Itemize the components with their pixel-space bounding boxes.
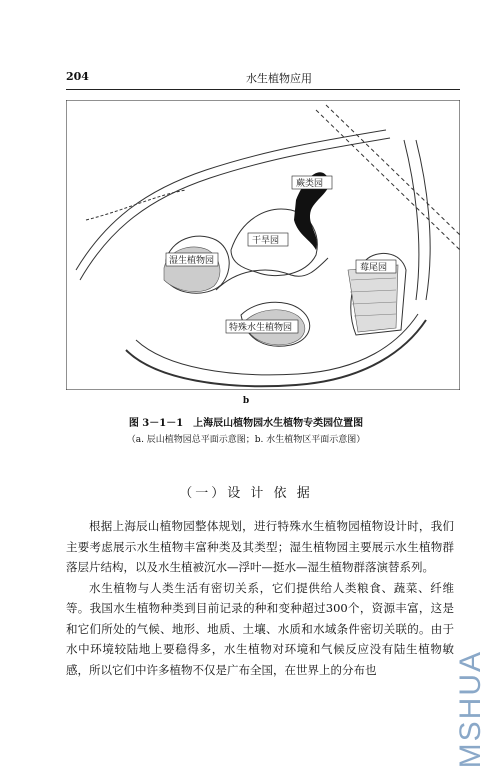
running-title: 水生植物应用 <box>246 72 312 85</box>
site-plan-figure <box>66 100 460 390</box>
page-number: 204 <box>66 70 89 83</box>
map-label-sedge <box>356 260 396 273</box>
figure-caption: 图 3－1－1 上海辰山植物园水生植物专类园位置图 <box>128 418 364 429</box>
figure-caption-note: （a. 辰山植物园总平面示意图；b. 水生植物区平面示意图） <box>126 435 366 445</box>
map-label-special <box>226 320 298 333</box>
paragraph: 根据上海辰山植物园整体规划，进行特殊水生植物园植物设计时，我们主要考虑展示水生植物丰富种类及其类型；湿生植物园主要展示水生植物群落层片结构，以及水生植被沉水—浮叶—挺水—湿生植物群落演替系列。 <box>66 519 454 574</box>
section-heading: （一）设 计 依 据 <box>179 486 313 501</box>
paragraph: 水生植物与人类生活有密切关系，它们提供给人类粮食、蔬菜、纤维等。我国水生植物种类到目前记录的种和变种超过300个，资源丰富，这是和它们所处的气候、地形、地质、土壤、水质和水域条件密切关联的。由于水中环境较陆地上要稳得多，水生植物对环境和气候反应没有陆生植物敏感，所以它们中许多植物不仅是广布全国，在世界上的分布也 <box>66 580 454 677</box>
watermark: MSHUA <box>454 650 487 769</box>
map-label-dry-text: 干旱园 <box>252 236 280 246</box>
site-plan-map <box>66 100 460 390</box>
map-label-wet-text: 湿生植物园 <box>169 256 215 266</box>
header-rule <box>66 89 460 90</box>
figure-sub-label: b <box>242 396 250 406</box>
map-label-fern <box>292 176 332 189</box>
map-label-dry <box>248 233 288 246</box>
map-label-wet <box>166 253 218 266</box>
map-label-sedge-text: 莓尾园 <box>360 263 388 273</box>
map-label-fern-text: 蕨类园 <box>296 179 324 189</box>
page-header <box>66 70 460 86</box>
map-label-special-text: 特殊水生植物园 <box>229 323 293 333</box>
body-text <box>66 516 454 680</box>
